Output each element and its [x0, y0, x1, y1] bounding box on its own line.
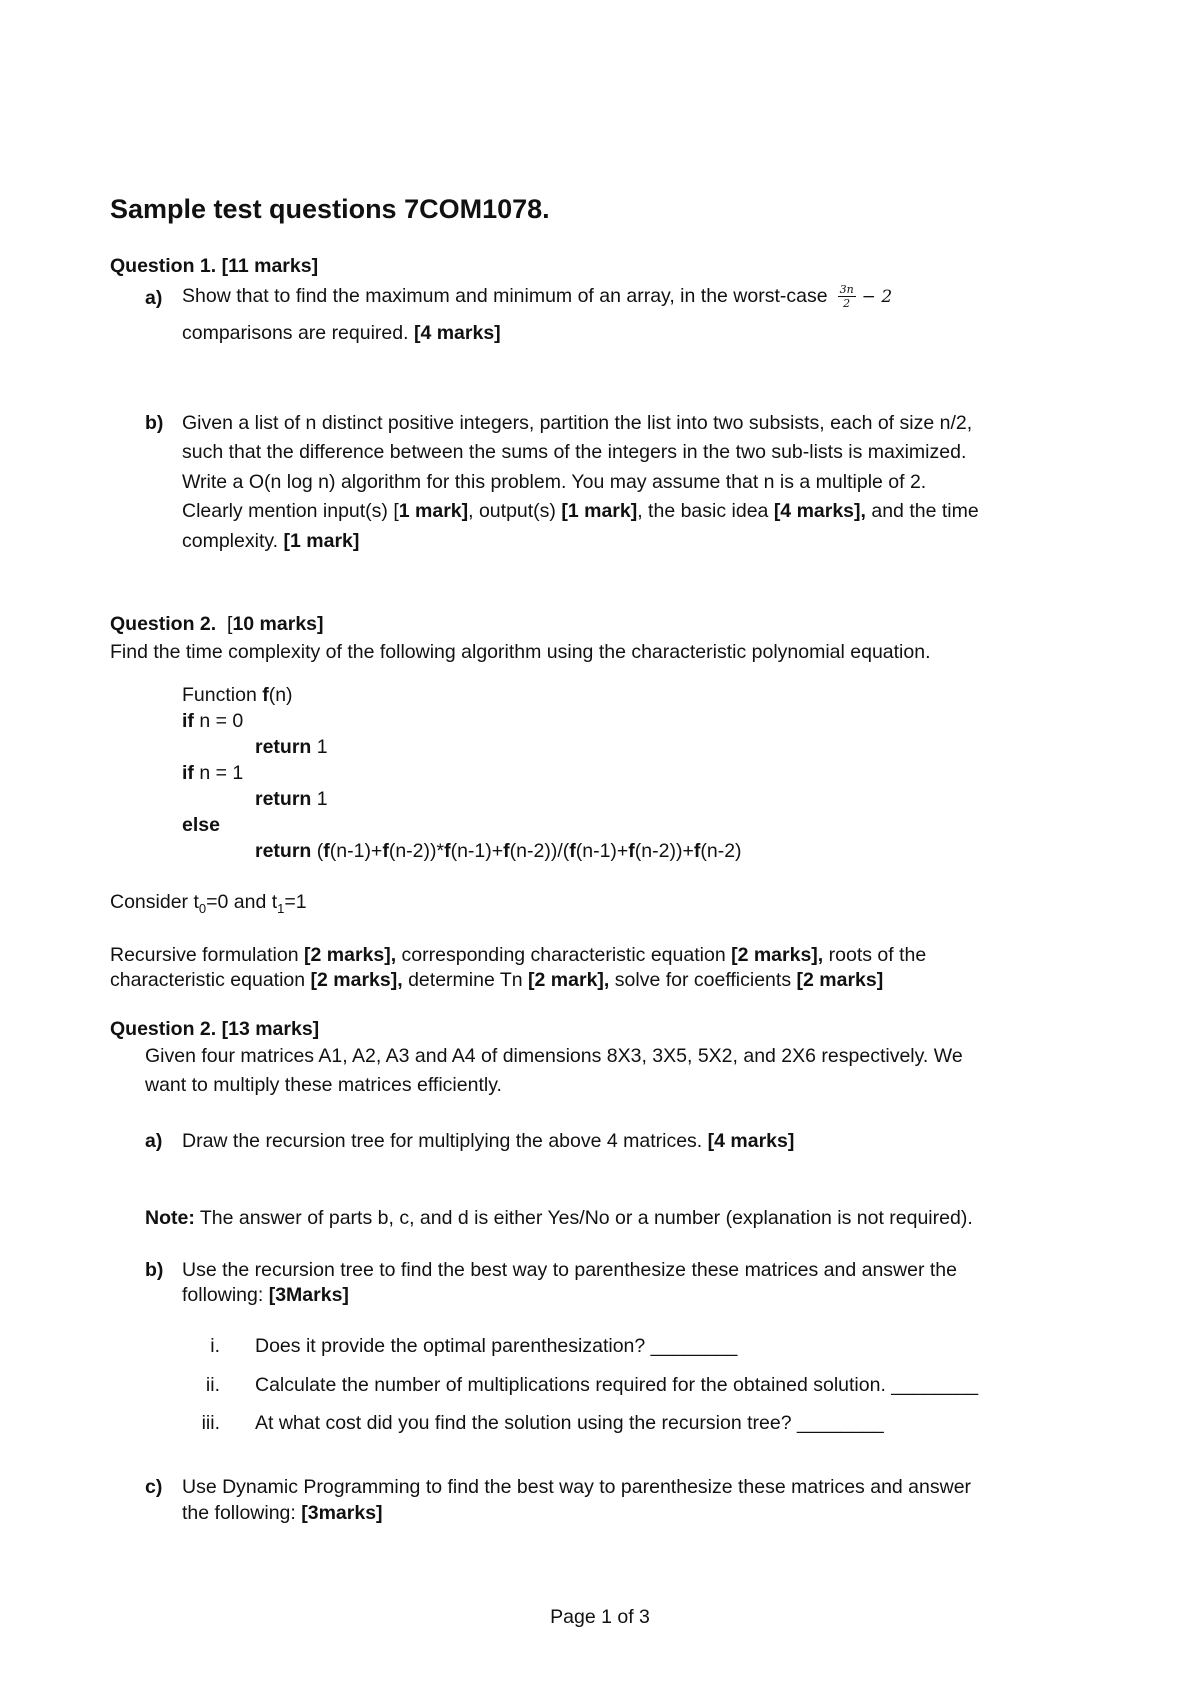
q1-part-b-line4: Clearly mention input(s) [1 mark], output(s) [1 mark], the basic idea [4 marks], and the time: [182, 500, 979, 522]
question-2-heading: Question 2. [10 marks]: [110, 613, 324, 635]
code-if-n-1: if n = 1: [182, 762, 244, 784]
q1-part-b-line3: Write a O(n log n) algorithm for this problem. You may assume that n is a multiple of 2.: [182, 471, 927, 493]
question-3-heading: Question 2. [13 marks]: [110, 1018, 320, 1040]
q1-part-a-label: a): [145, 287, 163, 309]
q3-part-b-line2: following: [3Marks]: [182, 1284, 349, 1306]
q3-part-b-label: b): [145, 1259, 164, 1281]
sub-item-text: At what cost did you find the solution using the recursion tree? ________: [255, 1412, 884, 1434]
q3-part-a-text: Draw the recursion tree for multiplying the above 4 matrices. [4 marks]: [182, 1130, 795, 1152]
initial-conditions: Consider $t_0=0$ and $t_1=1$: [110, 891, 307, 916]
q1-part-b-line5: complexity. [1 mark]: [182, 530, 360, 552]
code-return-1-a: return 1: [255, 736, 328, 758]
q3-part-c-line2: the following: [3marks]: [182, 1502, 383, 1524]
code-return-expression: return (f(n-1)+f(n-2))*f(n-1)+f(n-2))/(f(n-1)+f(n-2))+f(n-2): [255, 840, 742, 862]
sub-item-text: Calculate the number of multiplications required for the obtained solution. ________: [255, 1374, 979, 1396]
q3-part-a-label: a): [145, 1130, 163, 1152]
question-2-intro: Find the time complexity of the following algorithm using the characteristic polynomial equation.: [110, 641, 931, 663]
document-title: Sample test questions 7COM1078.: [110, 194, 550, 224]
q3-part-c-label: c): [145, 1476, 163, 1498]
q1-part-a-line1: Show that to find the maximum and minimum of an array, in the worst-case $\frac{3n}{2}$ − 2: [182, 283, 893, 311]
code-if-n-0: if n = 0: [182, 710, 244, 732]
marking-scheme-line1: Recursive formulation [2 marks], corresponding characteristic equation [2 marks], roots of the: [110, 944, 927, 966]
note: Note: The answer of parts b, c, and d is either Yes/No or a number (explanation is not required).: [145, 1207, 973, 1229]
q1-part-a-line2: comparisons are required. [4 marks]: [182, 322, 501, 344]
q1-part-b-line2: such that the difference between the sums of the integers in the two sub-lists is maximized.: [182, 441, 967, 463]
q3-part-b-line1: Use the recursion tree to find the best way to parenthesize these matrices and answer the: [182, 1259, 958, 1281]
code-function-line: Function f(n): [182, 684, 293, 706]
marking-scheme-line2: characteristic equation [2 marks], determine Tn [2 mark], solve for coefficients [2 marks]: [110, 969, 884, 991]
sub-item-number: i.: [210, 1335, 220, 1357]
question-3-intro-line1: Given four matrices A1, A2, A3 and A4 of dimensions 8X3, 3X5, 5X2, and 2X6 respectively. We: [145, 1045, 963, 1067]
sub-item-number: ii.: [205, 1374, 220, 1396]
sub-item-number: iii.: [201, 1412, 220, 1434]
q3-part-c-line1: Use Dynamic Programming to find the best way to parenthesize these matrices and answer: [182, 1476, 972, 1498]
q1-part-b-line1: Given a list of n distinct positive integers, partition the list into two subsists, each of size n/2,: [182, 412, 973, 434]
page-footer: Page 1 of 3: [550, 1606, 650, 1628]
fraction-3n-over-2: $\frac{3n}{2}$: [839, 283, 854, 311]
code-return-1-b: return 1: [255, 788, 328, 810]
question-1-heading: Question 1. [11 marks]: [110, 255, 319, 277]
sub-item-text: Does it provide the optimal parenthesization? ________: [255, 1335, 738, 1357]
q1-part-b-label: b): [145, 412, 164, 434]
question-3-intro-line2: want to multiply these matrices efficiently.: [145, 1074, 502, 1096]
code-else: else: [182, 814, 220, 836]
